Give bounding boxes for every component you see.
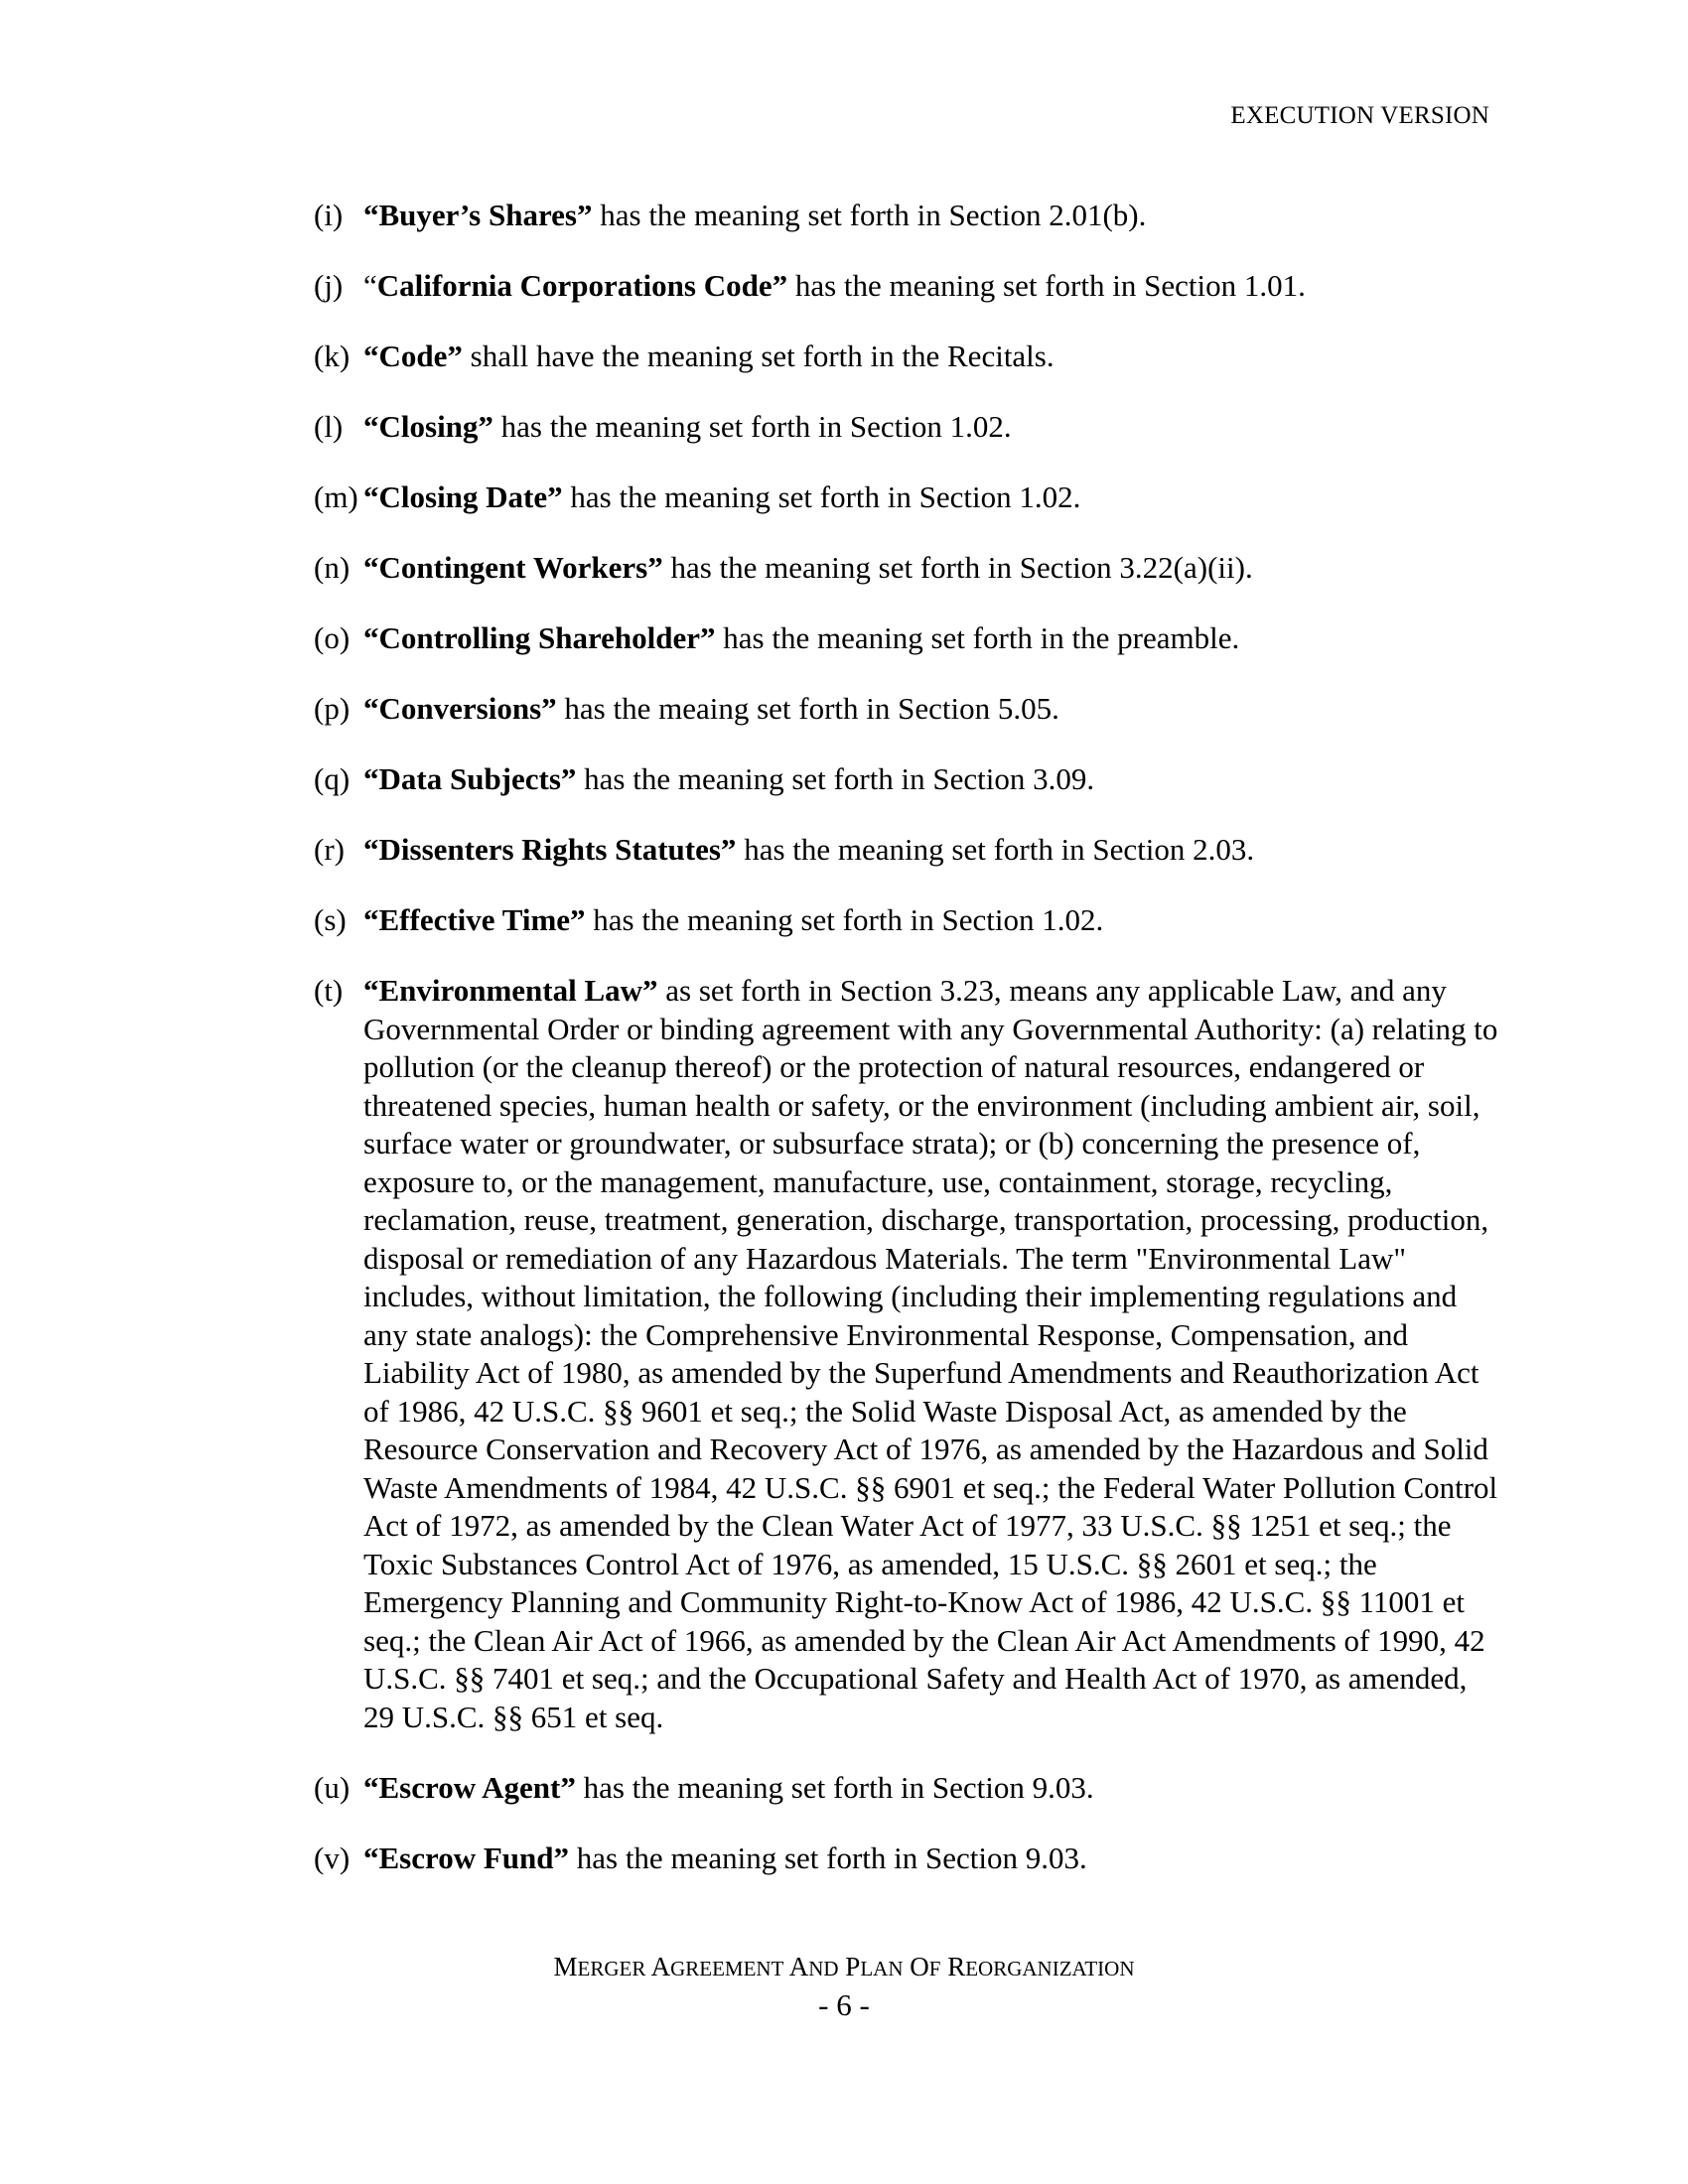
definition-term: California Corporations Code”: [376, 268, 788, 303]
definition-item: [314, 408, 1505, 447]
document-version-label: EXECUTION VERSION: [1230, 102, 1489, 129]
page-number: - 6 -: [818, 1987, 870, 2022]
definition-label: (m): [314, 479, 358, 514]
definition-text: has the meaing set forth in Section 5.05.: [556, 691, 1059, 726]
definition-text: has the meaning set forth in Section 2.01(b).: [592, 198, 1147, 232]
definition-term: “Contingent Workers”: [363, 550, 663, 585]
definition-item: [314, 1840, 1505, 1878]
definition-term: “Controlling Shareholder”: [363, 620, 716, 655]
definition-text: has the meaning set forth in Section 9.03.: [575, 1769, 1094, 1805]
definition-item: [314, 619, 1505, 658]
definition-term: “Effective Time”: [363, 902, 586, 937]
definitions-list: [314, 197, 1505, 1910]
definition-item: [314, 197, 1505, 235]
definition-text: has the meaning set forth in Section 9.03.: [569, 1840, 1087, 1875]
definition-text: has the meaning set forth in Section 1.02.: [492, 409, 1012, 444]
definition-label: (q): [314, 761, 351, 796]
definition-term: “Closing Date”: [363, 479, 563, 514]
definition-term: “Buyer’s Shares”: [363, 198, 593, 232]
definition-text: as set forth in Section 3.23, means any applicable Law, and any Governmental Order or binding agreement with any Governmental Authority: (a) relating to pollution (or the cleanup thereof) or the protection of natural resources, endangered or threatened species, human health or safety, or the environment (including ambient air, soil, surface water or groundwater, or subsurface strata); or (b) concerning the presence of, exposure to, or the management, manufacture, use, containment, storage, recycling, reclamation, reuse, treatment, generation, discharge, transportation, processing, production, disposal or remediation of any Hazardous Materials. The term "Environmental Law" includes, without limitation, the following (including their implementing regulations and any state analogs): the Comprehensive Environmental Response, Compensation, and Liability Act of 1980, as amended by the Superfund Amendments and Reauthorization Act of 1986, 42 U.S.C. §§ 9601 et seq.; the Solid Waste Disposal Act, as amended by the Resource Conservation and Recovery Act of 1976, as amended by the Hazardous and Solid Waste Amendments of 1984, 42 U.S.C. §§ 6901 et seq.; the Federal Water Pollution Control Act of 1972, as amended by the Clean Water Act of 1977, 33 U.S.C. §§ 1251 et seq.; the Toxic Substances Control Act of 1976, as amended, 15 U.S.C. §§ 2601 et seq.; the Emergency Planning and Community Right-to-Know Act of 1986, 42 U.S.C. §§ 11001 et seq.; the Clean Air Act of 1966, as amended by the Clean Air Act Amendments of 1990, 42 U.S.C. §§ 7401 et seq.; and the Occupational Safety and Health Act of 1970, as amended, 29 U.S.C. §§ 651 et seq.: [363, 973, 1498, 1734]
definition-text: has the meaning set forth in Section 1.02.: [585, 902, 1104, 937]
definition-term: “Escrow Agent”: [363, 1769, 576, 1805]
definition-label: (v): [314, 1840, 351, 1875]
definition-item: [314, 901, 1505, 940]
definition-term: “Code”: [363, 339, 463, 373]
definition-label: (n): [314, 550, 351, 585]
definition-term: “Data Subjects”: [363, 761, 577, 796]
definition-label: (t): [314, 973, 344, 1008]
definition-text: has the meaning set forth in Section 2.03.: [736, 832, 1255, 867]
definition-term: “Closing”: [363, 409, 493, 444]
definition-label: (i): [314, 198, 344, 232]
definition-item: [314, 831, 1505, 870]
definition-item-environmental-law: [314, 972, 1505, 1736]
definition-label: (r): [314, 832, 345, 867]
definition-label: (o): [314, 620, 351, 655]
definition-label: (u): [314, 1769, 351, 1805]
definition-text: shall have the meaning set forth in the Recitals.: [462, 339, 1055, 373]
definition-label: (p): [314, 691, 351, 726]
footer-title-text: MERGER AGREEMENT AND PLAN OF REORGANIZATION: [553, 1952, 1135, 1981]
definition-text: has the meaning set forth in Section 3.09.: [576, 761, 1095, 796]
definition-text: has the meaning set forth in Section 1.02.: [562, 479, 1081, 514]
definition-item: [314, 1769, 1505, 1808]
definition-label: (s): [314, 902, 347, 937]
definition-item: [314, 690, 1505, 729]
definition-text: has the meaning set forth in Section 1.01.: [787, 268, 1306, 303]
definition-term: “Dissenters Rights Statutes”: [363, 832, 737, 867]
definition-item: [314, 267, 1505, 306]
definition-label: (k): [314, 339, 351, 373]
definition-label: (l): [314, 409, 344, 444]
definition-term: “Conversions”: [363, 691, 557, 726]
definition-text: has the meaning set forth in Section 3.22(a)(ii).: [662, 550, 1253, 585]
definition-item: [314, 760, 1505, 799]
footer-document-title: [0, 1951, 1688, 1984]
definition-term: “Environmental Law”: [363, 973, 658, 1008]
definition-open-quote: “: [363, 268, 377, 303]
definition-label: (j): [314, 268, 344, 303]
definition-item: [314, 338, 1505, 376]
definition-item: [314, 549, 1505, 588]
definition-term: “Escrow Fund”: [363, 1840, 569, 1875]
definition-item: [314, 478, 1505, 517]
definition-text: has the meaning set forth in the preamble.: [715, 620, 1240, 655]
